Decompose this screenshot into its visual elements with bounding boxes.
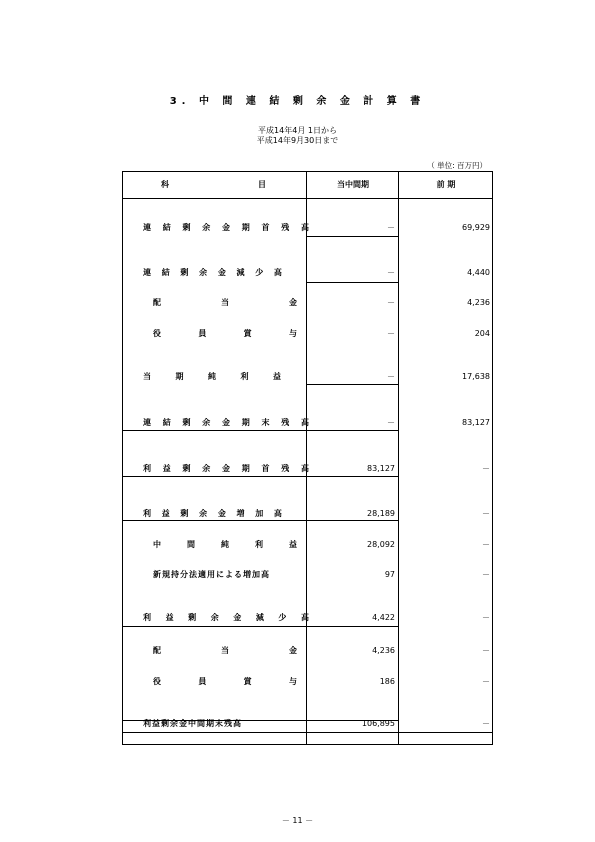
surplus-table <box>122 171 493 745</box>
cell-current: 97 <box>384 570 395 579</box>
row-label-opening-retained: 利 益 剰 余 金 期 首 残 高 <box>143 464 309 473</box>
period-start: 平成14年4月 1日から <box>258 126 337 135</box>
cell-prior: 204 <box>474 329 490 338</box>
cell-prior: 69,929 <box>462 223 490 232</box>
row-label-retained-increase: 利 益 剰 余 金 増 加 高 <box>143 509 282 518</box>
row-divider <box>306 282 398 283</box>
header-item-left: 科 <box>161 180 169 189</box>
row-label-equity-method-increase: 新規持分法適用による増加高 <box>153 570 270 579</box>
row-label-dividends: 配 当 金 <box>153 298 297 307</box>
cell-prior: － <box>482 613 490 622</box>
cell-prior: － <box>482 464 490 473</box>
col-divider-2 <box>398 172 399 744</box>
row-label-opening-consolidated: 連 結 剰 余 金 期 首 残 高 <box>143 223 309 232</box>
row-label-retained-decrease: 利 益 剰 余 金 減 少 高 <box>143 613 309 622</box>
row-divider <box>123 520 398 521</box>
cell-current: 186 <box>379 677 395 686</box>
cell-current: 83,127 <box>367 464 395 473</box>
row-divider <box>123 626 398 627</box>
cell-prior: 17,638 <box>462 372 490 381</box>
cell-prior: 4,236 <box>467 298 490 307</box>
cell-prior: 83,127 <box>462 418 490 427</box>
cell-prior: － <box>482 570 490 579</box>
row-label-net-income: 当 期 純 利 益 <box>143 372 281 381</box>
table-header <box>123 172 492 199</box>
row-label-officer-bonus: 役 員 賞 与 <box>153 677 297 686</box>
row-label-interim-net-income: 中 間 純 利 益 <box>153 540 297 549</box>
page-number: － 11 － <box>281 816 314 825</box>
header-prior: 前 期 <box>436 180 456 189</box>
cell-current: － <box>387 329 395 338</box>
cell-current: － <box>387 268 395 277</box>
row-divider <box>306 236 398 237</box>
cell-current: 106,895 <box>361 719 395 728</box>
cell-current: － <box>387 223 395 232</box>
row-label-dividends: 配 当 金 <box>153 646 297 655</box>
cell-current: 28,189 <box>367 509 395 518</box>
cell-prior: － <box>482 540 490 549</box>
row-label-consolidated-decrease: 連 結 剰 余 金 減 少 高 <box>143 268 282 277</box>
unit-note: （ 単位: 百万円） <box>427 161 487 170</box>
cell-prior: － <box>482 646 490 655</box>
row-label-closing-consolidated: 連 結 剰 余 金 期 末 残 高 <box>143 418 309 427</box>
cell-current: 4,236 <box>372 646 395 655</box>
row-label-officer-bonus: 役 員 賞 与 <box>153 329 297 338</box>
cell-prior: － <box>482 509 490 518</box>
row-divider <box>306 384 398 385</box>
header-item-right: 目 <box>258 180 266 189</box>
cell-current: － <box>387 298 395 307</box>
cell-prior: － <box>482 719 490 728</box>
row-divider <box>123 430 398 431</box>
cell-prior: 4,440 <box>467 268 490 277</box>
period-end: 平成14年9月30日まで <box>256 136 339 145</box>
cell-prior: － <box>482 677 490 686</box>
cell-current: － <box>387 418 395 427</box>
row-divider <box>123 476 398 477</box>
cell-current: － <box>387 372 395 381</box>
row-label-closing-retained: 利益剰余金中間期末残高 <box>143 719 242 728</box>
header-current: 当中間期 <box>337 180 369 189</box>
row-divider <box>123 732 493 733</box>
col-divider-1 <box>306 172 307 744</box>
period-range <box>0 126 595 146</box>
cell-current: 28,092 <box>367 540 395 549</box>
cell-current: 4,422 <box>372 613 395 622</box>
statement-title: 3. 中 間 連 結 剰 余 金 計 算 書 <box>169 96 426 107</box>
